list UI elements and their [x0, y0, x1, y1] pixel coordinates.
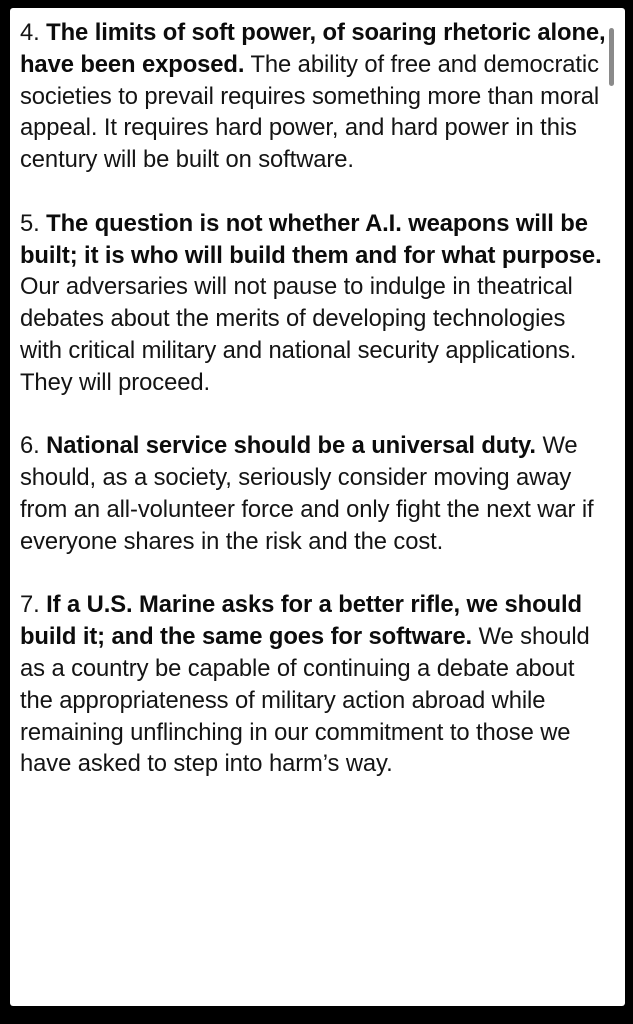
text-panel — [10, 8, 625, 1006]
item-heading: National service should be a universal duty. — [46, 432, 536, 460]
item-number: 6. — [20, 432, 40, 460]
list-item-6 — [20, 430, 610, 557]
item-number: 7. — [20, 591, 40, 619]
item-body: The ability of free and democratic societies to prevail requires something more than moral appeal. It requires hard power, and hard power in this century will be built on software. — [20, 50, 600, 174]
item-body: We should as a country be capable of continuing a debate about the appropriateness of military action abroad while remaining unflinching in our commitment to those we have asked to step into harm’s way. — [20, 623, 590, 778]
item-heading: The limits of soft power, of soaring rhetoric alone, have been exposed. — [20, 19, 606, 78]
scrollbar-thumb[interactable] — [609, 28, 614, 86]
item-heading: If a U.S. Marine asks for a better rifle, we should build it; and the same goes for software. — [20, 591, 582, 651]
item-body: We should, as a society, seriously consider moving away from an all-volunteer force and only fight the next war if everyone shares in the risk and the cost. — [20, 432, 594, 555]
list-item-5 — [20, 208, 610, 399]
item-number: 5. — [20, 209, 40, 237]
item-number: 4. — [20, 19, 40, 46]
item-body: Our adversaries will not pause to indulge in theatrical debates about the merits of developing technologies with critical military and national security applications. They will proceed. — [20, 273, 577, 396]
list-item-7 — [20, 589, 610, 780]
list-item-4 — [20, 17, 610, 176]
article-content — [20, 17, 610, 812]
item-heading: The question is not whether A.I. weapons will be built; it is who will build them and for what purpose. — [20, 209, 602, 269]
